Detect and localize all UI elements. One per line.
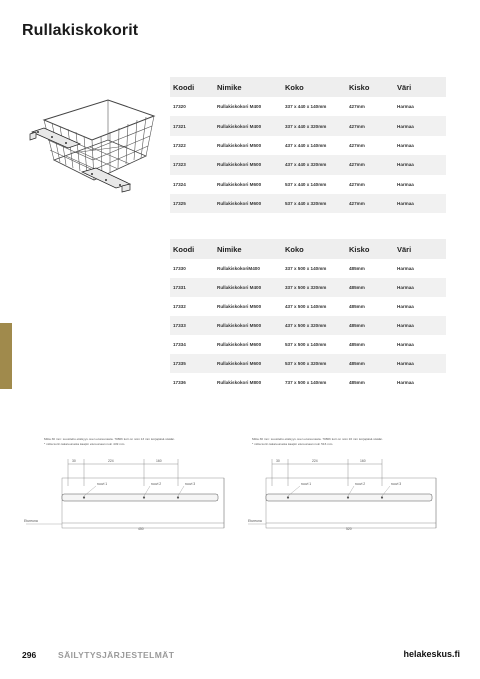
- cell-code: 17321: [170, 116, 214, 135]
- cell-rail: 427mm: [346, 155, 394, 174]
- cell-code: 17333: [170, 316, 214, 335]
- cell-code: 17323: [170, 155, 214, 174]
- header-color: Väri: [394, 77, 446, 97]
- diagram-left-notes: [44, 437, 274, 447]
- cell-code: 17320: [173, 104, 186, 110]
- cell-name: Rullakiskokori M400: [214, 278, 282, 297]
- cell-color: Harmaa: [394, 316, 446, 335]
- cell-code: 17335: [170, 354, 214, 373]
- cell-code: 17332: [173, 304, 186, 309]
- table-row: [170, 335, 446, 354]
- cell-code: 17324: [173, 181, 186, 187]
- diagram-right-label-ruuvi2: ruuvi 2: [355, 482, 366, 486]
- table-row: [170, 136, 446, 155]
- diagram-left-dim-left: 30: [72, 459, 76, 463]
- cell-name: Rullakiskokori M600: [217, 181, 262, 187]
- table-row: [170, 97, 446, 116]
- footer-brand: helakeskus.fi: [403, 649, 460, 659]
- cell-size: 437 x 500 x 140mm: [285, 304, 327, 309]
- cell-color: Harmaa: [394, 116, 446, 135]
- cell-color: Harmaa: [397, 266, 414, 271]
- cell-rail: 485mm: [346, 354, 394, 373]
- diagram-left-note-2: * mitta korin takareunasta kaapin etureunaan noin 449 mm.: [44, 442, 126, 446]
- diagram-right-total: 520: [346, 527, 352, 531]
- cell-rail: 427mm: [349, 104, 365, 110]
- cell-size: 337 x 500 x 140mm: [285, 266, 327, 271]
- table-row: [170, 354, 446, 373]
- cell-color: Harmaa: [394, 155, 446, 174]
- cell-code: 17334: [173, 342, 186, 347]
- wire-basket-illustration: [22, 86, 162, 198]
- cell-name: Rullakiskokori M500: [217, 304, 262, 309]
- cell-size: 437 x 440 x 140mm: [285, 142, 327, 148]
- diagram-right-dim-right: 160: [360, 459, 366, 463]
- diagram-left-label-ruuvi2: ruuvi 2: [151, 482, 162, 486]
- cell-name: Rullakiskokori M600: [214, 354, 282, 373]
- cell-size: 537 x 500 x 140mm: [285, 342, 327, 347]
- diagram-right-dim-mid: 224: [312, 459, 318, 463]
- diagram-left-total: 450: [138, 527, 144, 531]
- cell-size: 337 x 440 x 140mm: [285, 104, 327, 110]
- cell-size: 537 x 440 x 320mm: [282, 194, 346, 213]
- diagram-left-note-1: Mitta 30 mm: suositeltu etäisyys oven etureunasta. 7080h kori on noin 13 mm korjapäsä sisään.: [44, 437, 176, 441]
- diagram-right-label-ruuvi1: ruuvi 1: [301, 482, 312, 486]
- header-name: Nimike: [214, 239, 282, 259]
- cell-size: 537 x 440 x 140mm: [285, 181, 327, 187]
- table-header-row: [170, 239, 446, 259]
- cell-rail: 485mm: [349, 380, 365, 385]
- cell-name: Rullakiskokori M500: [214, 316, 282, 335]
- cell-name: Rullakiskokori M600: [214, 194, 282, 213]
- cell-rail: 427mm: [346, 194, 394, 213]
- cell-color: Harmaa: [397, 104, 414, 110]
- cell-name: Rullakiskokori M600: [217, 342, 262, 347]
- rail-mounting-diagram-right: [248, 456, 444, 542]
- cell-name: Rullakiskokori M400: [217, 104, 262, 110]
- cell-code: 17330: [173, 266, 186, 271]
- diagram-left-dim-mid: 224: [108, 459, 114, 463]
- header-size: Koko: [282, 77, 346, 97]
- table-row: [170, 116, 446, 135]
- diagram-left-front-label: Etureuna: [24, 519, 38, 523]
- diagram-right-note-2: * mitta korin takareunasta kaapin etureunaan noin 516 mm.: [252, 442, 334, 446]
- cell-rail: 485mm: [349, 266, 365, 271]
- diagram-right-notes: [252, 437, 480, 447]
- cell-rail: 485mm: [346, 316, 394, 335]
- diagram-left-label-ruuvi1: ruuvi 1: [97, 482, 108, 486]
- cell-code: 17336: [173, 380, 186, 385]
- header-color: Väri: [394, 239, 446, 259]
- table-row: [170, 297, 446, 316]
- table-row: [170, 175, 446, 194]
- header-rail: Kisko: [346, 77, 394, 97]
- table-header-row: [170, 77, 446, 97]
- section-color-tab: [0, 323, 12, 389]
- table-row: [170, 155, 446, 174]
- diagram-right-front-label: Etureuna: [248, 519, 262, 523]
- table-row: [170, 259, 446, 278]
- cell-color: Harmaa: [394, 194, 446, 213]
- header-rail: Kisko: [346, 239, 394, 259]
- table-row: [170, 278, 446, 297]
- rail-mounting-diagram-left: [20, 456, 232, 542]
- diagram-right-dim-left: 30: [276, 459, 280, 463]
- header-size: Koko: [282, 239, 346, 259]
- cell-size: 337 x 440 x 320mm: [282, 116, 346, 135]
- cell-color: Harmaa: [397, 142, 414, 148]
- page-title: Rullakiskokorit: [22, 22, 139, 39]
- table-row: [170, 373, 446, 392]
- cell-name: Rullakiskokori M400: [214, 116, 282, 135]
- cell-color: Harmaa: [397, 380, 414, 385]
- cell-rail: 427mm: [349, 181, 365, 187]
- cell-size: 737 x 500 x 140mm: [285, 380, 327, 385]
- cell-code: 17322: [173, 142, 186, 148]
- cell-rail: 427mm: [346, 116, 394, 135]
- cell-name: Rullakiskokori M500: [214, 155, 282, 174]
- spec-table-500: [170, 239, 446, 392]
- cell-name: Rullakiskokori M800: [217, 380, 262, 385]
- header-code: Koodi: [170, 77, 214, 97]
- diagram-right-note-1: Mitta 30 mm: suositeltu etäisyys oven etureunasta. 7080h kori on noin 16 mm korjapäsä sisään.: [252, 437, 384, 441]
- cell-code: 17331: [170, 278, 214, 297]
- header-code: Koodi: [170, 239, 214, 259]
- cell-rail: 485mm: [349, 304, 365, 309]
- cell-code: 17325: [170, 194, 214, 213]
- cell-name: RullakiskokoriM400: [217, 266, 260, 271]
- footer-section-title: SÄILYTYSJÄRJESTELMÄT: [58, 650, 175, 660]
- cell-rail: 427mm: [349, 142, 365, 148]
- cell-rail: 485mm: [346, 278, 394, 297]
- cell-color: Harmaa: [394, 278, 446, 297]
- cell-size: 537 x 500 x 320mm: [282, 354, 346, 373]
- cell-name: Rullakiskokori M500: [217, 142, 262, 148]
- diagram-left-label-ruuvi3: ruuvi 3: [185, 482, 196, 486]
- diagram-right-label-ruuvi3: ruuvi 3: [391, 482, 402, 486]
- cell-size: 437 x 500 x 320mm: [282, 316, 346, 335]
- diagram-left-dim-right: 160: [156, 459, 162, 463]
- cell-size: 437 x 440 x 320mm: [282, 155, 346, 174]
- cell-size: 337 x 500 x 320mm: [282, 278, 346, 297]
- cell-color: Harmaa: [397, 342, 414, 347]
- spec-table-440: [170, 77, 446, 213]
- header-name: Nimike: [214, 77, 282, 97]
- cell-rail: 485mm: [349, 342, 365, 347]
- table-row: [170, 316, 446, 335]
- footer-page-number: 296: [22, 650, 37, 660]
- table-row: [170, 194, 446, 213]
- cell-color: Harmaa: [397, 304, 414, 309]
- cell-color: Harmaa: [397, 181, 414, 187]
- cell-color: Harmaa: [394, 354, 446, 373]
